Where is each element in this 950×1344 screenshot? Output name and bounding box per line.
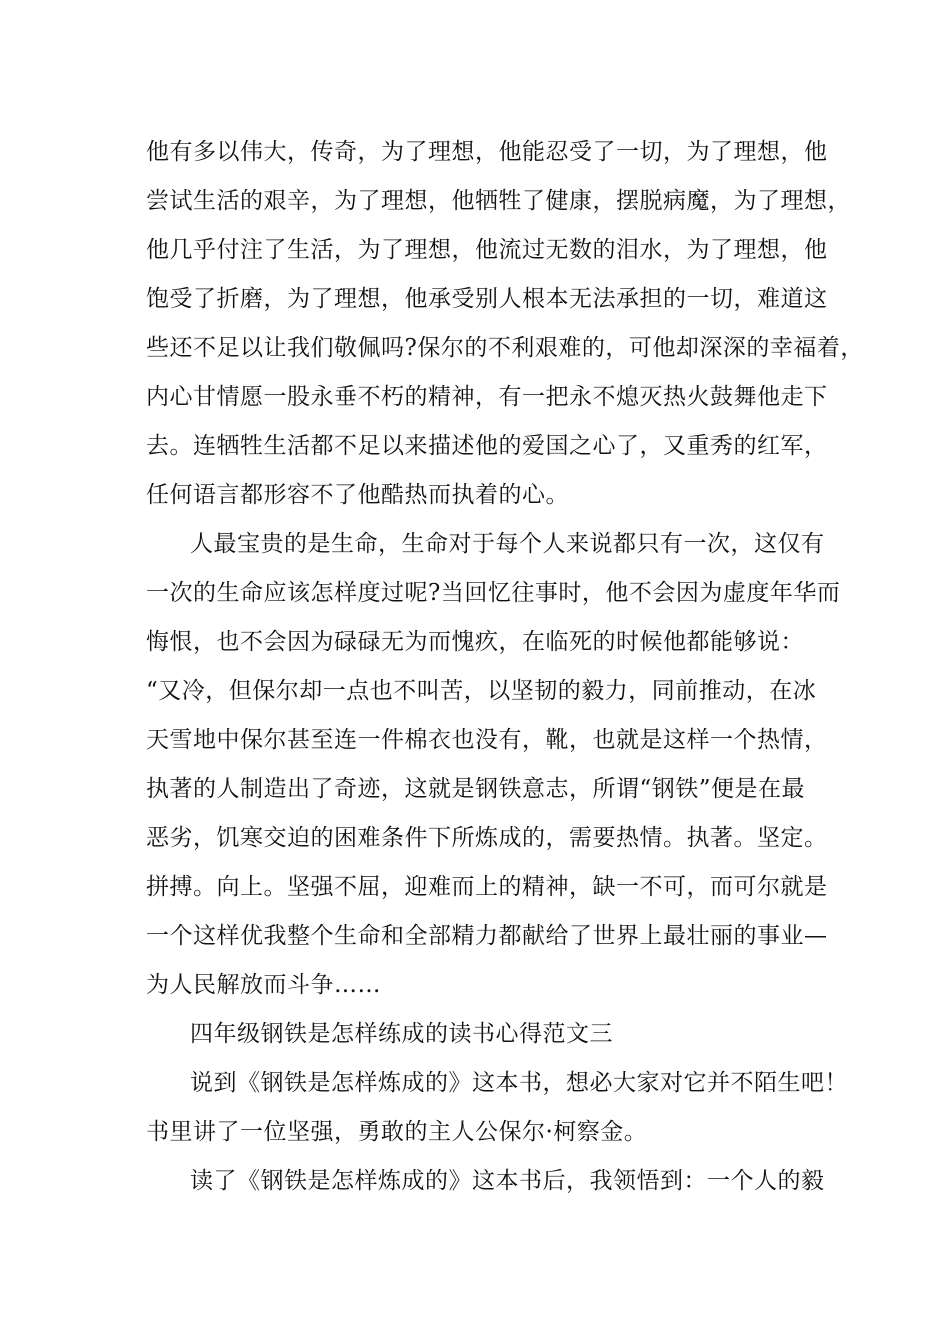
paragraph2-line-10: 为人民解放而斗争…… <box>146 972 381 998</box>
paragraph2-line-1: 人最宝贵的是生命，生命对于每个人来说都只有一次，这仅有 <box>190 531 825 557</box>
paragraph1-line-4: 饱受了折磨，为了理想，他承受别人根本无法承担的一切，难道这 <box>146 286 828 312</box>
paragraph1-line-3: 他几乎付注了生活，为了理想，他流过无数的泪水，为了理想，他 <box>146 237 828 263</box>
paragraph1-line-7: 去。连牺牲生活都不足以来描述他的爱国之心了，又重秀的红军， <box>146 433 828 459</box>
paragraph2-line-8: 拼搏。向上。坚强不屈，迎难而上的精神，缺一不可，而可尔就是 <box>146 874 828 900</box>
paragraph1-line-6: 内心甘情愿一股永垂不朽的精神，有一把永不熄灭热火鼓舞他走下 <box>146 384 828 410</box>
paragraph2-line-6: 执著的人制造出了奇迹，这就是钢铁意志，所谓“钢铁”便是在最 <box>146 776 806 802</box>
paragraph3-line-2: 书里讲了一位坚强，勇敢的主人公保尔·柯察金。 <box>146 1119 648 1145</box>
paragraph3-line-1: 说到《钢铁是怎样炼成的》这本书，想必大家对它并不陌生吧！ <box>190 1070 848 1096</box>
section-heading: 四年级钢铁是怎样练成的读书心得范文三 <box>190 1021 613 1047</box>
paragraph1-line-8: 任何语言都形容不了他酷热而执着的心。 <box>146 482 569 508</box>
paragraph2-line-5: 天雪地中保尔甚至连一件棉衣也没有，靴，也就是这样一个热情， <box>146 727 828 753</box>
paragraph1-line-5: 些还不足以让我们敬佩吗?保尔的不利艰难的，可他却深深的幸福着， <box>146 335 864 361</box>
paragraph2-line-2: 一次的生命应该怎样度过呢?当回忆往事时，他不会因为虚度年华而 <box>146 580 841 606</box>
paragraph2-line-4: “又冷，但保尔却一点也不叫苦，以坚韧的毅力，同前推动，在冰 <box>146 678 817 704</box>
paragraph4-line-1: 读了《钢铁是怎样炼成的》这本书后，我领悟到：一个人的毅 <box>190 1168 825 1194</box>
paragraph2-line-9: 一个这样优我整个生命和全部精力都献给了世界上最壮丽的事业— <box>146 923 828 949</box>
paragraph2-line-3: 悔恨，也不会因为碌碌无为而愧疚，在临死的时候他都能够说： <box>146 629 804 655</box>
paragraph1-line-2: 尝试生活的艰辛，为了理想，他牺牲了健康，摆脱病魔，为了理想， <box>146 188 851 214</box>
paragraph2-line-7: 恶劣，饥寒交迫的困难条件下所炼成的，需要热情。执著。坚定。 <box>146 825 828 851</box>
paragraph1-line-1: 他有多以伟大，传奇，为了理想，他能忍受了一切，为了理想，他 <box>146 139 828 165</box>
